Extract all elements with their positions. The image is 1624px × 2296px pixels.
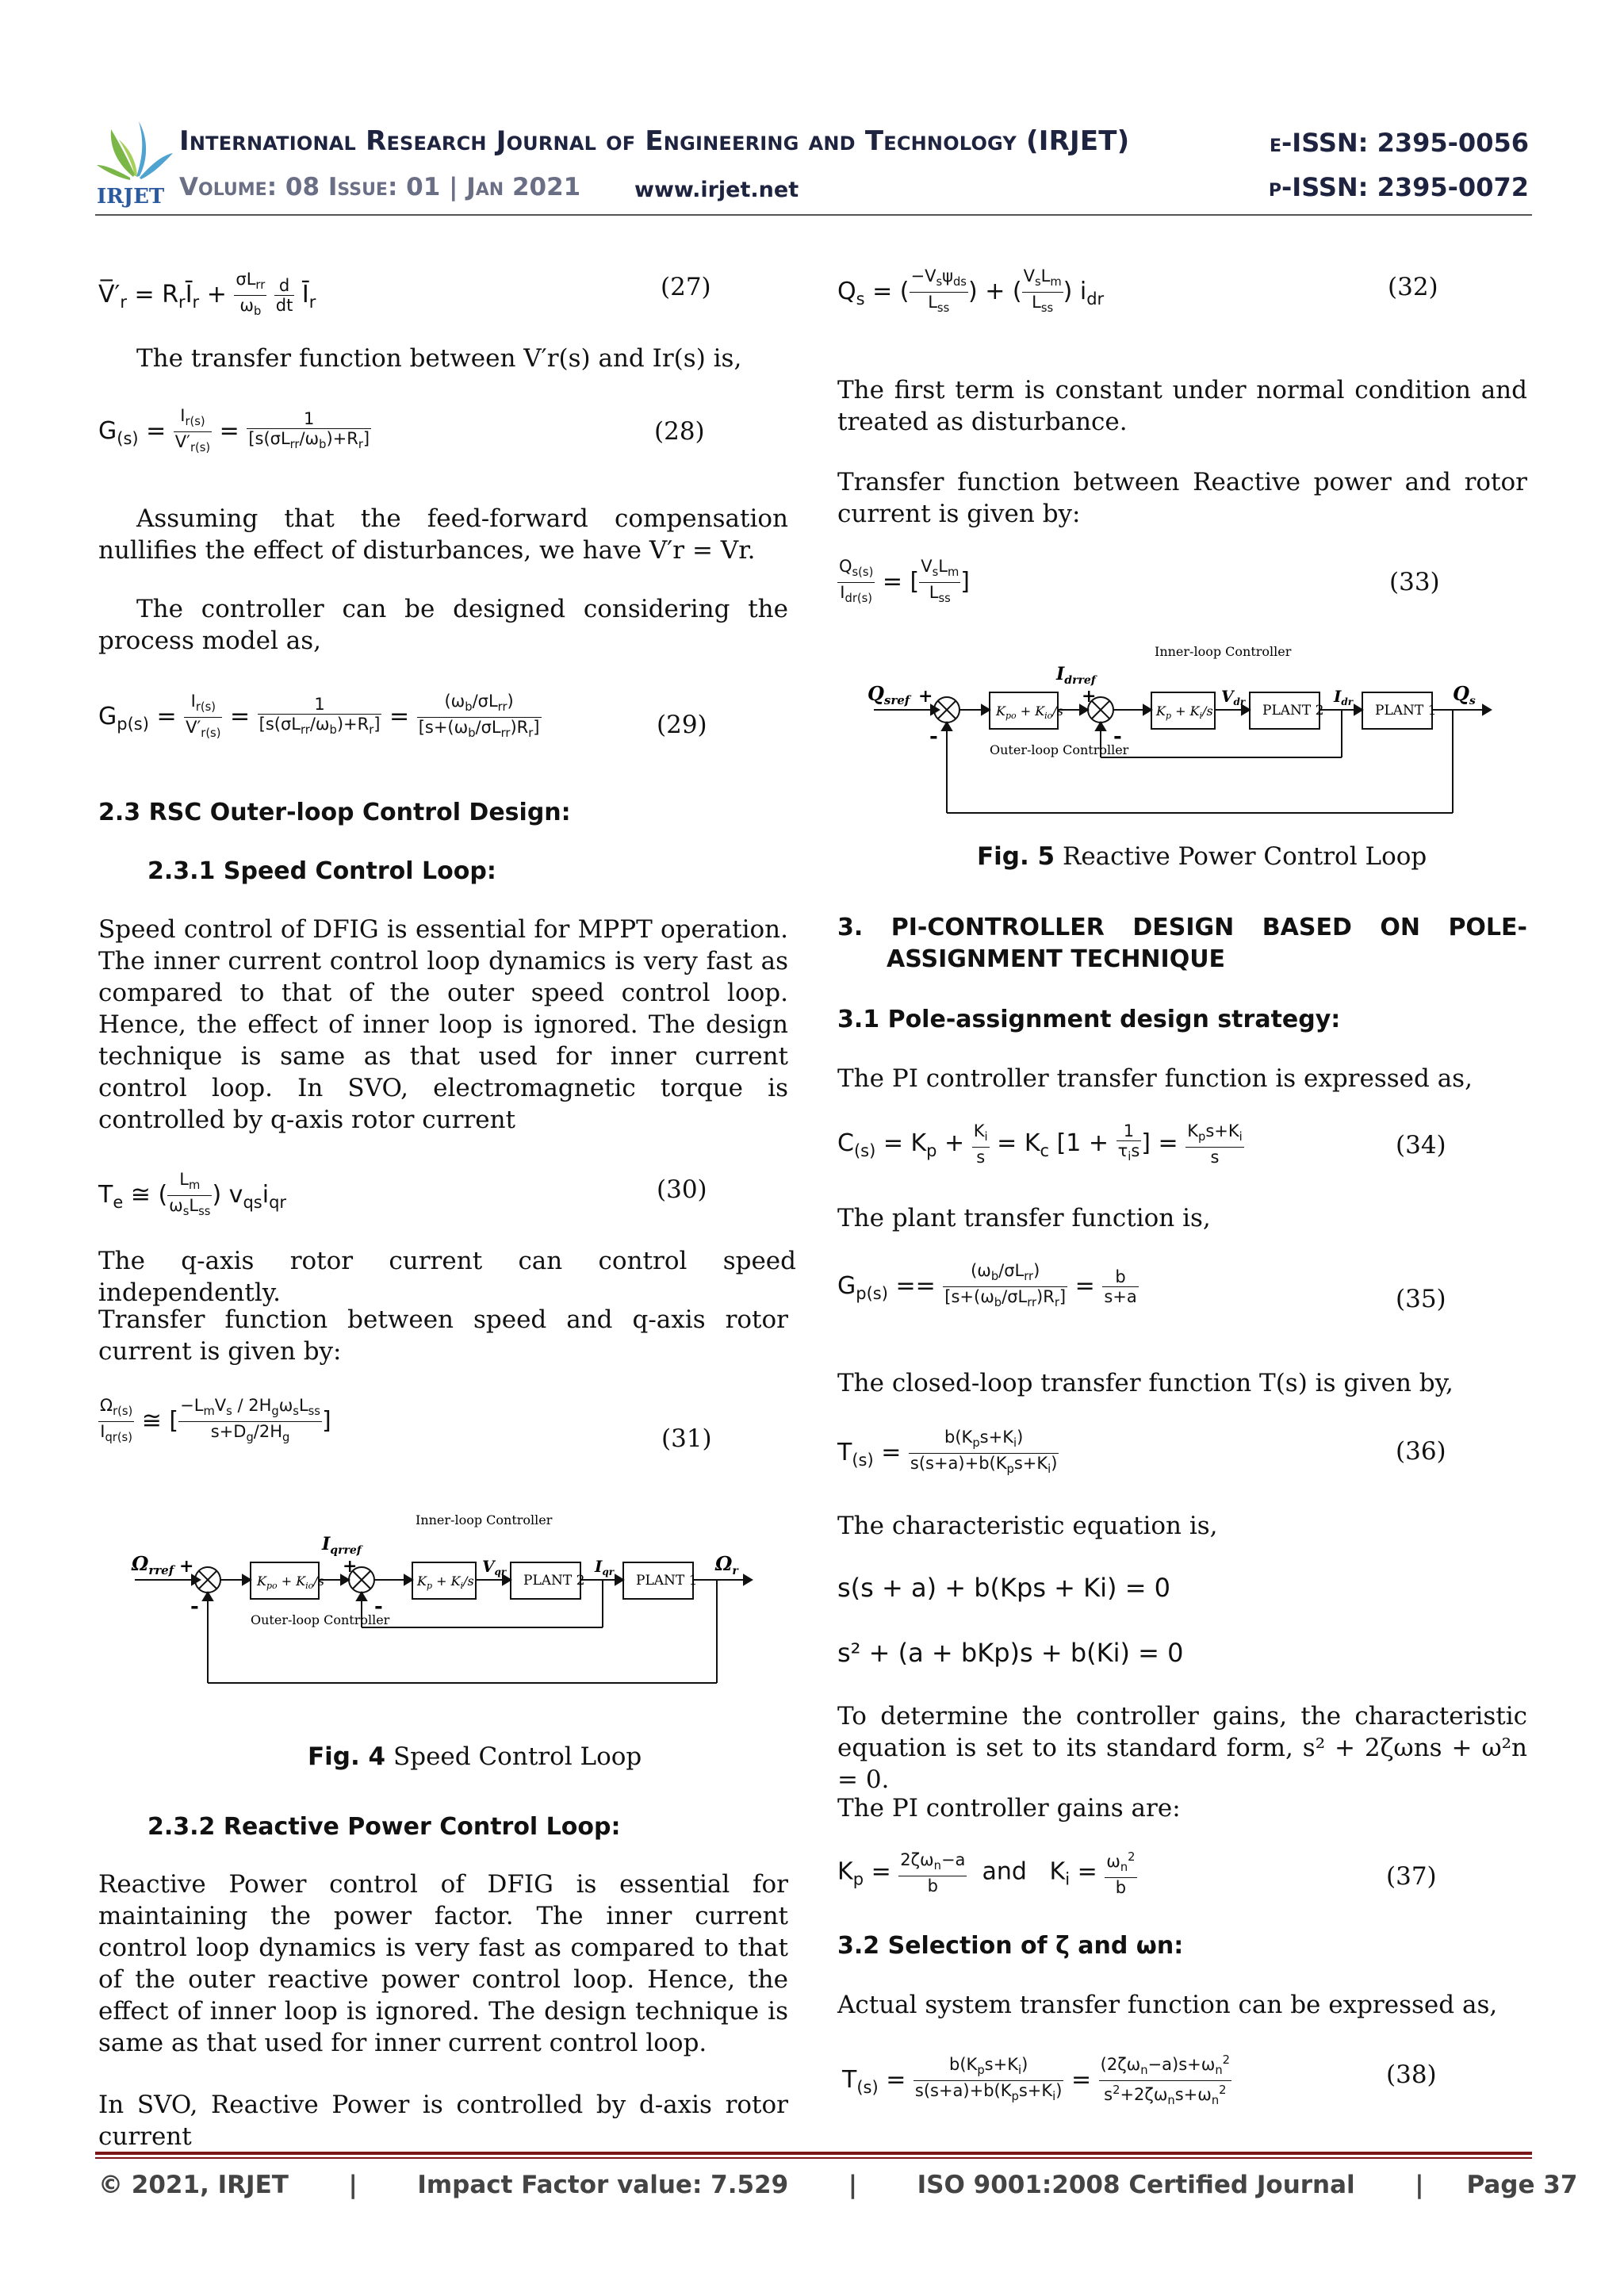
svg-text:Qsref: $Q_{sref}$ [868, 682, 910, 707]
equation-number: (29) [657, 711, 707, 739]
svg-text:-: - [929, 725, 938, 749]
header-divider [95, 214, 1532, 216]
subsection-heading-2-3-1: 2.3.1 Speed Control Loop: [147, 857, 496, 885]
paragraph: The characteristic equation is, [837, 1512, 1218, 1540]
figure-label: Fig. 5 [977, 842, 1055, 871]
svg-text:+: + [918, 686, 933, 707]
paragraph: The q-axis rotor current can control speed independently. [98, 1247, 796, 1307]
equation-31: $\frac{\Omega_{r(s)}}{I_{qr(s)}}$ ≅ [ $\frac{-L_mV_s / 2H_g\omega_sL_{ss}}{s+D_g/2H_g}$ ] [100, 1396, 331, 1445]
p-issn: p-ISSN: 2395-0072 [1268, 172, 1529, 202]
website-link[interactable]: www.irjet.net [634, 178, 799, 202]
subsection-heading-2-3-2: 2.3.2 Reactive Power Control Loop: [147, 1813, 621, 1841]
svg-text:Ωrref: $\Omega_{rref}$ [132, 1552, 174, 1577]
section-heading-2-3: 2.3 RSC Outer-loop Control Design: [98, 799, 571, 826]
svg-text:Vqr: $V_{qr}$ [482, 1557, 507, 1577]
outer-loop-label: Outer-loop Controller [251, 1612, 390, 1627]
svg-text:+: + [343, 1556, 358, 1577]
paragraph: To determine the controller gains, the characteristic equation is set to its standard form, s² + 2ζωns + ω²n = 0. [837, 1702, 1527, 1794]
inner-loop-label: Inner-loop Controller [1155, 644, 1292, 659]
equation-28: $G_{(s)}$ = $\frac{I_{r(s)}}{V'_{r(s)}}$ = $\frac{1}{[s(\sigma L_{rr}/\omega_b)+R_r]}$ [98, 406, 370, 455]
outer-loop-label: Outer-loop Controller [990, 742, 1129, 757]
paragraph: The first term is constant under normal condition and treated as disturbance. [837, 376, 1527, 436]
svg-text:Kpo + Kio/s: $K_{po} + K_{io}/s$ [996, 703, 1063, 721]
equation-34: $C_{(s)} = K_p$ + $\frac{K_i}{s}$ = $K_c$ [1 + $\frac{1}{\tau_is}$ ] = $\frac{K_ps+K_i}{s}$ [837, 1121, 1243, 1167]
figure-caption-text: Reactive Power Control Loop [1055, 842, 1427, 871]
svg-text:Vdr: $V_{dr}$ [1221, 687, 1246, 707]
equation-33: $\frac{Q_{s(s)}}{I_{dr(s)}}$ = [ $\frac{V_sL_m}{L_{ss}}$ ] [839, 557, 970, 606]
section-heading-3-1: 3.1 Pole-assignment design strategy: [837, 1006, 1341, 1033]
plant-1-block: PLANT 1 [636, 1573, 698, 1589]
equation-number: (32) [1388, 273, 1438, 301]
figure-caption-text: Speed Control Loop [385, 1742, 642, 1771]
svg-text:Qs: $Q_s$ [1453, 682, 1476, 707]
equation-29: $G_{p(s)}$ = $\frac{I_{r(s)}}{V'_{r(s)}}$ = $\frac{1}{[s(\sigma L_{rr}/\omega_b)+R_r]}$ = $\frac{(\omega_b/\sigma L_{rr})}{[s+(\omega_b/\sigma L_{rr})R_r]}$ [98, 692, 540, 741]
paragraph: Transfer function between Reactive power and rotor current is given by: [837, 468, 1527, 528]
equation-number: (28) [654, 417, 705, 446]
figure-4-caption [308, 1741, 642, 1773]
characteristic-equation-expanded: s² + (a + bKp)s + b(Ki) = 0 [837, 1638, 1184, 1668]
section-heading-3-2: 3.2 Selection of ζ and ωn: [837, 1932, 1184, 1960]
equation-32: $Q_s$ = ( $\frac{-V_s\psi_{ds}}{L_{ss}}$ ) + ( $\frac{V_sL_m}{L_{ss}}$ ) $i_{dr}$ [837, 266, 1105, 316]
figure-5-caption [977, 841, 1427, 872]
equation-38: $T_{(s)}$ = $\frac{b(K_ps+K_i)}{s(s+a)+b(K_ps+K_i)}$ = $\frac{(2\zeta\omega_n-a)s+\omega_n^2}{s^2+2\zeta\omega_ns+\omega_n^2}$ [842, 2051, 1231, 2110]
volume-issue: Volume: 08 Issue: 01 | Jan 2021 [179, 173, 581, 201]
equation-number: (31) [661, 1424, 712, 1453]
equation-number: (27) [661, 273, 711, 301]
equation-37: $K_p$ = $\frac{2\zeta\omega_n-a}{b}$ and $K_i$ = $\frac{\omega_n^2}{b}$ [837, 1848, 1137, 1897]
paragraph: Speed control of DFIG is essential for MPPT operation. The inner current control loop dynamics is very fast as compared to that of the outer speed control loop. Hence, the effect of inner loop is ignored. The design technique is same as that used for inner current control loop. In SVO, electromagnetic torque is controlled by q-axis rotor current [98, 915, 788, 1134]
footer-divider [95, 2157, 1532, 2159]
svg-text:Idrref: $I_{drref}$ [1056, 664, 1096, 687]
svg-text:Kp + Ki/s: $K_p + K_i/s$ [417, 1573, 474, 1591]
equation-number: (38) [1386, 2060, 1437, 2089]
paragraph: Reactive Power control of DFIG is essential for maintaining the power factor. The inner current control loop dynamics is very fast as compared to that of the outer reactive power control loop. Hence, the effect of inner loop is ignored. The design technique is same as that used for inner current control loop. [98, 1870, 788, 2057]
equation-number: (36) [1396, 1437, 1446, 1466]
paragraph: The plant transfer function is, [837, 1204, 1211, 1232]
svg-text:+: + [1082, 686, 1097, 707]
svg-text:Iqr: $I_{qr}$ [595, 1557, 615, 1577]
equation-number: (35) [1396, 1285, 1446, 1313]
svg-text:-: - [374, 1595, 383, 1619]
equation-27: $V̅'_r$ = $R_rĪ_r$ + $\frac{\sigma L_{rr}}{\omega_b}$ $\frac{d}{dt}$ $Ī_r$ [98, 270, 316, 319]
svg-text:Iqrref: $I_{qrref}$ [322, 1534, 362, 1557]
paragraph: The transfer function between V′r(s) and Ir(s) is, [136, 344, 742, 373]
plant-1-block: PLANT 1 [1375, 703, 1437, 719]
footer-text: © 2021, IRJET | Impact Factor value: 7.529 | ISO 9001:2008 Certified Journal | Page 37 [98, 2171, 1578, 2199]
plant-2-block: PLANT 2 [523, 1573, 585, 1589]
paragraph: Transfer function between speed and q-axis rotor current is given by: [98, 1305, 788, 1366]
svg-text:-: - [1113, 725, 1122, 749]
journal-title: International Research Journal of Engineering and Technology (IRJET) [179, 125, 1130, 157]
paragraph: Actual system transfer function can be expressed as, [837, 1991, 1498, 2019]
section-heading-3: 3. PI-CONTROLLER DESIGN BASED ON POLE-ASSIGNMENT TECHNIQUE [837, 914, 1527, 973]
equation-30: $T_e$ ≅ ( $\frac{L_m}{\omega_sL_{ss}}$ ) $v_{qs}i_{qr}$ [98, 1170, 287, 1219]
equation-number: (30) [657, 1175, 707, 1204]
paragraph: In SVO, Reactive Power is controlled by d-axis rotor current [98, 2091, 788, 2151]
speed-control-loop-diagram [127, 1507, 753, 1697]
footer-divider [95, 2152, 1532, 2155]
paragraph: The PI controller gains are: [837, 1794, 1181, 1823]
equation-number: (37) [1386, 1862, 1437, 1891]
svg-text:Kpo + Kio/s: $K_{po} + K_{io}/s$ [257, 1573, 324, 1591]
svg-text:-: - [190, 1595, 199, 1619]
paragraph: The PI controller transfer function is expressed as, [837, 1064, 1473, 1093]
reactive-power-control-loop-diagram [866, 638, 1492, 829]
e-issn: e-ISSN: 2395-0056 [1270, 128, 1529, 158]
paragraph: Assuming that the feed-forward compensation nullifies the effect of disturbances, we have V′r = Vr. [98, 504, 788, 565]
paragraph: The controller can be designed considering the process model as, [98, 595, 788, 655]
svg-text:+: + [179, 1556, 194, 1577]
inner-loop-label: Inner-loop Controller [416, 1512, 553, 1527]
logo-text: IRJET [97, 185, 165, 209]
plant-2-block: PLANT 2 [1262, 703, 1324, 719]
equation-35: $G_{p(s)}$ == $\frac{(\omega_b/\sigma L_{rr})}{[s+(\omega_b/\sigma L_{rr})R_r]}$ = $\frac{b}{s+a}$ [837, 1261, 1137, 1310]
paragraph: The closed-loop transfer function T(s) is given by, [837, 1369, 1454, 1397]
equation-36: $T_{(s)}$ = $\frac{b(K_ps+K_i)}{s(s+a)+b(K_ps+K_i)}$ [837, 1428, 1058, 1477]
svg-text:Kp + Ki/s: $K_p + K_i/s$ [1156, 703, 1213, 721]
figure-label: Fig. 4 [308, 1742, 386, 1771]
svg-text:Idr: $I_{dr}$ [1334, 687, 1354, 707]
equation-number: (33) [1389, 568, 1440, 596]
equation-number: (34) [1396, 1131, 1446, 1159]
characteristic-equation: s(s + a) + b(Kps + Ki) = 0 [837, 1573, 1171, 1603]
irjet-logo [95, 117, 174, 209]
svg-text:Ωr: $\Omega_r$ [715, 1552, 738, 1577]
